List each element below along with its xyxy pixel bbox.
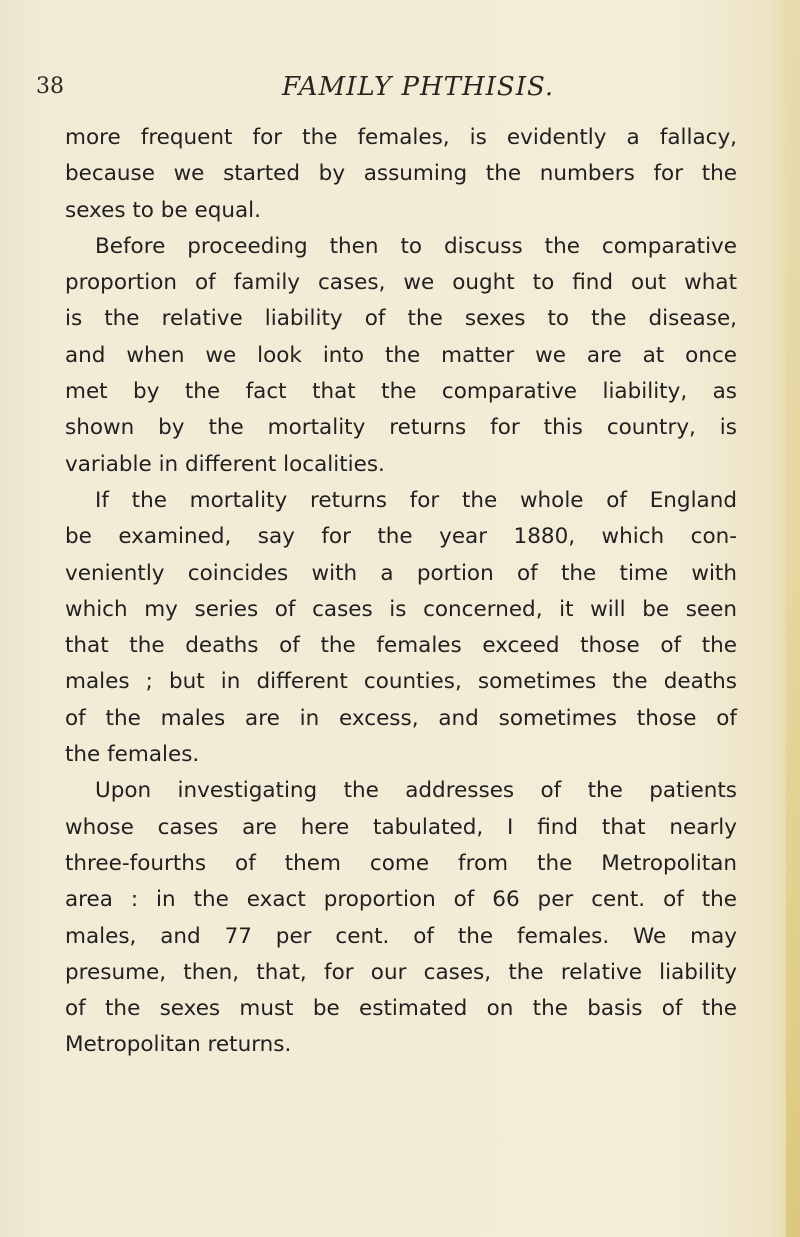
text-line: sexes to be equal. <box>65 197 261 223</box>
text-line: Before proceeding then to discuss the comparative <box>95 233 737 259</box>
text-line: three-fourths of them come from the Metropolitan <box>65 850 737 876</box>
text-line: more frequent for the females, is evidently a fallacy, <box>65 125 737 150</box>
text-line: whose cases are here tabulated, I find that nearly <box>65 814 737 840</box>
running-head: FAMILY PHTHISIS. <box>282 72 555 102</box>
text-line: be examined, say for the year 1880, which con- <box>65 524 737 550</box>
text-line: If the mortality returns for the whole of England <box>95 487 737 513</box>
text-line: proportion of family cases, we ought to find out what <box>65 270 737 296</box>
text-line: shown by the mortality returns for this country, is <box>65 415 737 441</box>
text-line: Metropolitan returns. <box>65 1032 292 1058</box>
body-text <box>65 120 737 1064</box>
text-line: which my series of cases is concerned, it will be seen <box>65 596 737 622</box>
text-line: met by the fact that the comparative liability, as <box>65 379 737 405</box>
text-line: is the relative liability of the sexes to the disease, <box>65 306 737 332</box>
text-line: males, and 77 per cent. of the females. We may <box>65 923 737 949</box>
page-edge-stain <box>786 0 800 1237</box>
text-line: that the deaths of the females exceed those of the <box>65 633 737 659</box>
text-line: Upon investigating the addresses of the patients <box>95 778 737 804</box>
text-line: area : in the exact proportion of 66 per cent. of the <box>65 887 737 913</box>
text-line: presume, then, that, for our cases, the relative liability <box>65 959 737 985</box>
text-line: veniently coincides with a portion of the time with <box>65 560 737 586</box>
text-line: variable in different localities. <box>65 451 385 477</box>
text-line: of the males are in excess, and sometimes those of <box>65 705 737 731</box>
page-number: 38 <box>36 74 64 99</box>
text-line: because we started by assuming the numbers for the <box>65 161 737 187</box>
text-line: of the sexes must be estimated on the basis of the <box>65 996 737 1022</box>
text-line: the females. <box>65 742 200 768</box>
text-line: males ; but in different counties, sometimes the deaths <box>65 669 737 695</box>
page-header <box>0 70 800 110</box>
text-line: and when we look into the matter we are at once <box>65 342 737 368</box>
